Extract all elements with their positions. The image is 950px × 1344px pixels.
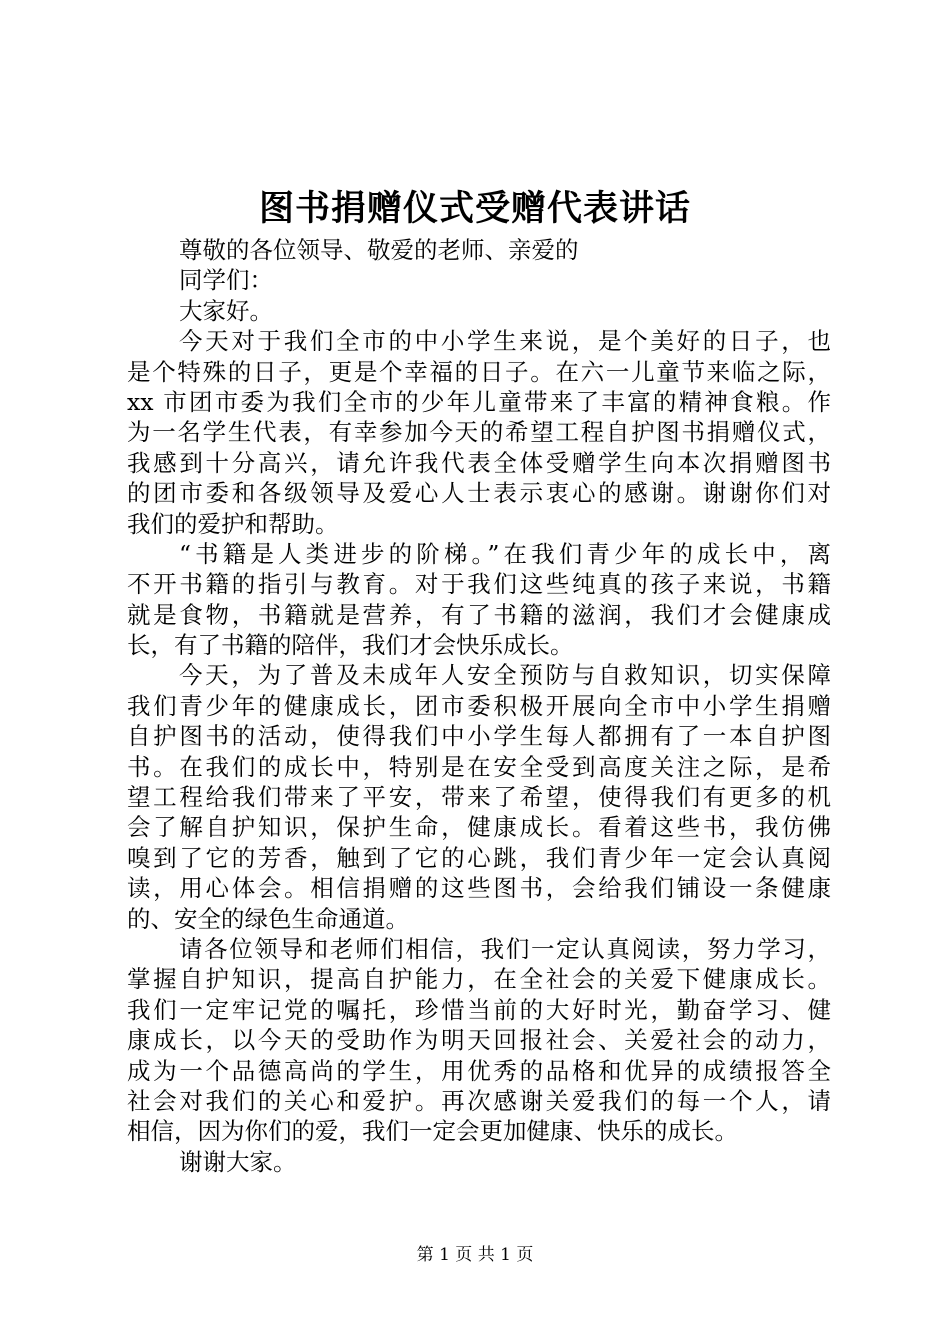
text-line: 读，用心体会。相信捐赠的这些图书，会给我们铺设一条健康	[127, 874, 831, 903]
text-line: 我感到十分高兴，请允许我代表全体受赠学生向本次捐赠图书	[127, 448, 831, 477]
text-line: 请各位领导和老师们相信，我们一定认真阅读，努力学习，	[179, 934, 831, 963]
document-title: 图书捐赠仪式受赠代表讲话	[258, 188, 691, 229]
text-line: 同学们：	[179, 266, 273, 295]
text-line: 尊敬的各位领导、敬爱的老师、亲爱的	[179, 236, 579, 264]
page-footer: 第 1 页 共 1 页	[416, 1245, 534, 1265]
text-line: 望工程给我们带来了平安，带来了希望，使得我们有更多的机	[127, 783, 831, 812]
text-line: 不开书籍的指引与教育。对于我们这些纯真的孩子来说，书籍	[127, 570, 831, 599]
text-line: 是个特殊的日子，更是个幸福的日子。在六一儿童节来临之际，	[127, 357, 831, 386]
text-line: 我们青少年的健康成长，团市委积极开展向全市中小学生捐赠	[127, 691, 831, 720]
text-line: 就是食物，书籍就是营养，有了书籍的滋润，我们才会健康成	[127, 600, 831, 629]
text-line: 成为一个品德高尚的学生，用优秀的品格和优异的成绩报答全	[127, 1056, 831, 1085]
text-line: 会了解自护知识，保护生命，健康成长。看着这些书，我仿佛	[127, 813, 831, 842]
document-body	[127, 235, 831, 1177]
text-line: 自护图书的活动，使得我们中小学生每人都拥有了一本自护图	[127, 722, 831, 751]
text-line: 嗅到了它的芳香，触到了它的心跳，我们青少年一定会认真阅	[127, 843, 831, 872]
text-line: 大家好。	[179, 296, 273, 325]
text-line: 长，有了书籍的陪伴，我们才会快乐成长。	[127, 631, 574, 660]
text-line: xx 市团市委为我们全市的少年儿童带来了丰富的精神食粮。作	[127, 387, 831, 416]
text-line: 掌握自护知识，提高自护能力，在全社会的关爱下健康成长。	[127, 965, 831, 994]
text-line: 我们的爱护和帮助。	[127, 509, 339, 538]
text-line: 谢谢大家。	[179, 1147, 297, 1176]
text-line: 今天对于我们全市的中小学生来说，是个美好的日子，也	[179, 327, 831, 356]
text-line: 为一名学生代表，有幸参加今天的希望工程自护图书捐赠仪式，	[127, 418, 831, 447]
text-line: 我们一定牢记党的嘱托，珍惜当前的大好时光，勤奋学习、健	[127, 995, 831, 1024]
text-line: “书籍是人类进步的阶梯。”在我们青少年的成长中，离	[179, 539, 831, 568]
text-line: 社会对我们的关心和爱护。再次感谢关爱我们的每一个人，请	[127, 1086, 831, 1115]
text-line: 的、安全的绿色生命通道。	[127, 904, 409, 933]
text-line: 相信，因为你们的爱，我们一定会更加健康、快乐的成长。	[127, 1117, 738, 1146]
text-line: 的团市委和各级领导及爱心人士表示衷心的感谢。谢谢你们对	[127, 479, 831, 508]
text-line: 书。在我们的成长中，特别是在安全受到高度关注之际，是希	[127, 752, 831, 781]
text-line: 康成长，以今天的受助作为明天回报社会、关爱社会的动力，	[127, 1026, 831, 1055]
text-line: 今天，为了普及未成年人安全预防与自救知识，切实保障	[179, 661, 831, 690]
